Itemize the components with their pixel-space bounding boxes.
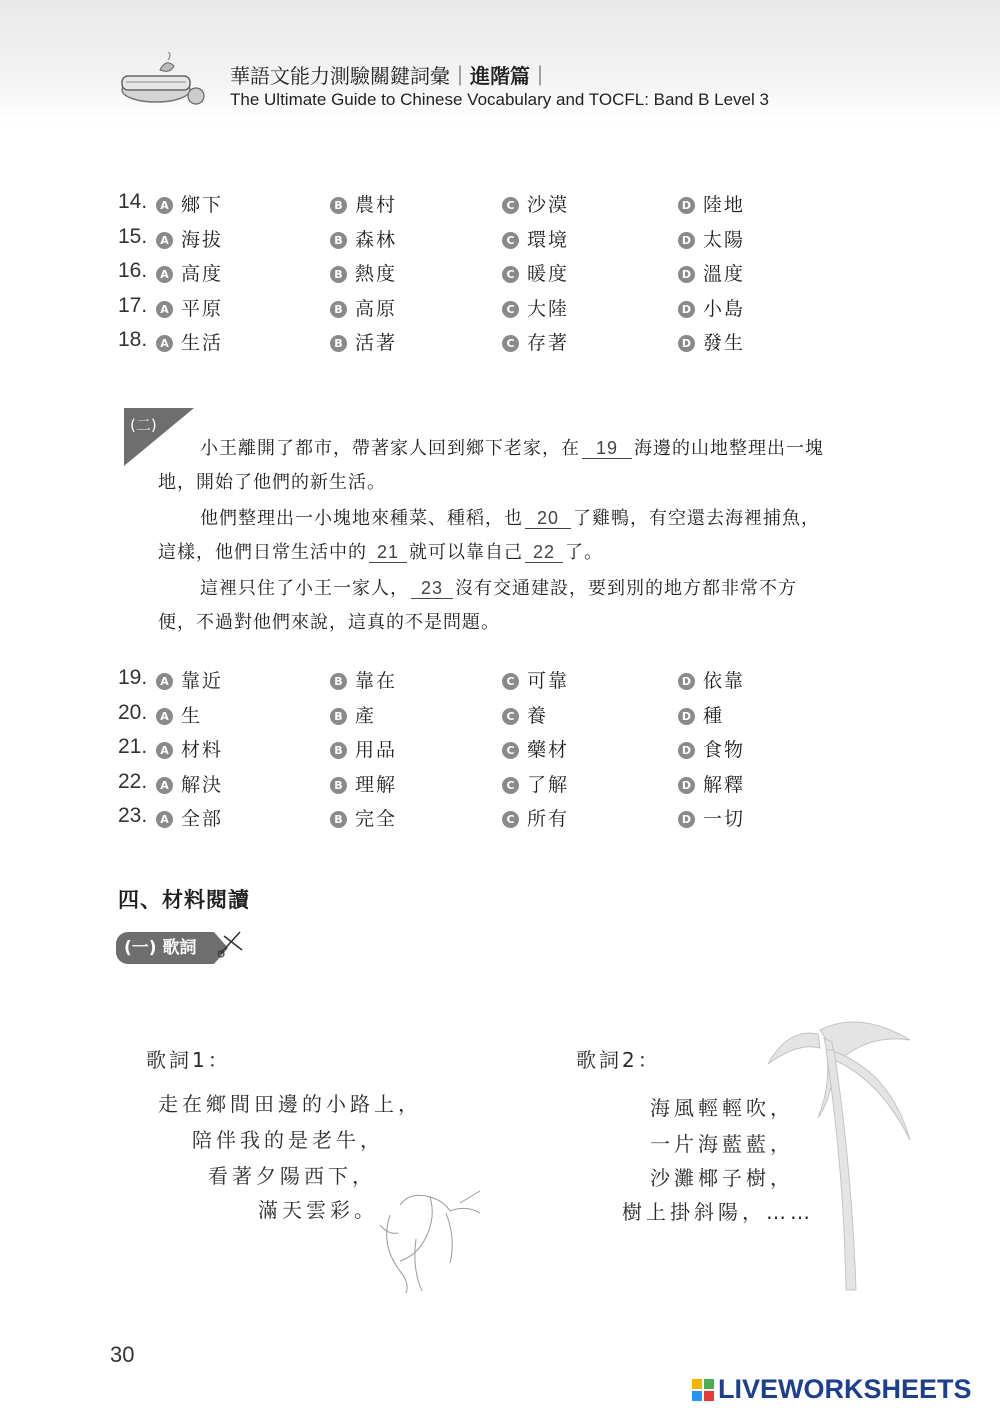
option-letter-badge: A bbox=[156, 708, 173, 725]
answer-option-d[interactable] bbox=[678, 259, 745, 286]
option-text: 一切 bbox=[703, 808, 746, 830]
lyrics1-line-1: 走在鄉間田邊的小路上， bbox=[158, 1092, 422, 1116]
page-header bbox=[0, 0, 1000, 124]
question-number: 23. bbox=[118, 804, 148, 827]
question-row bbox=[118, 666, 878, 696]
page-number: 30 bbox=[110, 1342, 135, 1367]
option-letter-badge: C bbox=[502, 742, 519, 759]
option-text: 沙漠 bbox=[527, 194, 570, 216]
question-row bbox=[118, 294, 878, 324]
option-text: 藥材 bbox=[527, 739, 570, 761]
question-row bbox=[118, 328, 878, 358]
answer-option-a[interactable] bbox=[156, 328, 223, 355]
option-letter-badge: D bbox=[678, 742, 695, 759]
answer-option-c[interactable] bbox=[502, 328, 569, 355]
option-letter-badge: C bbox=[502, 335, 519, 352]
option-letter-badge: C bbox=[502, 266, 519, 283]
option-text: 全部 bbox=[181, 808, 224, 830]
answer-option-a[interactable] bbox=[156, 294, 223, 321]
answer-option-d[interactable] bbox=[678, 735, 745, 762]
answer-option-a[interactable] bbox=[156, 190, 223, 217]
ox-sketch-icon bbox=[360, 1185, 500, 1295]
question-row bbox=[118, 804, 878, 834]
book-tea-logo-icon bbox=[116, 52, 212, 110]
option-letter-badge: B bbox=[330, 708, 347, 725]
option-letter-badge: D bbox=[678, 232, 695, 249]
answer-option-b[interactable] bbox=[330, 804, 397, 831]
question-number: 21. bbox=[118, 735, 148, 758]
question-number: 16. bbox=[118, 259, 148, 282]
option-letter-badge: B bbox=[330, 232, 347, 249]
question-row bbox=[118, 770, 878, 800]
answer-option-d[interactable] bbox=[678, 190, 745, 217]
option-text: 所有 bbox=[527, 808, 570, 830]
question-number: 14. bbox=[118, 190, 148, 213]
section-four-heading: 四、材料閱讀 bbox=[118, 888, 250, 912]
option-letter-badge: A bbox=[156, 811, 173, 828]
option-letter-badge: D bbox=[678, 266, 695, 283]
question-number: 22. bbox=[118, 769, 148, 793]
option-letter-badge: A bbox=[156, 232, 173, 249]
passage-line-4: 這樣，他們日常生活中的 21 就可以靠自己 22 了。 bbox=[158, 542, 603, 563]
option-text: 用品 bbox=[355, 739, 398, 761]
lyrics1-line-4: 滿天雲彩。 bbox=[258, 1198, 378, 1222]
option-letter-badge: D bbox=[678, 811, 695, 828]
option-text: 大陸 bbox=[527, 297, 570, 320]
palm-tree-sketch-icon bbox=[760, 1010, 920, 1300]
option-text: 農村 bbox=[355, 194, 398, 216]
option-text: 解釋 bbox=[703, 773, 746, 796]
passage-line-5: 這裡只住了小王一家人， 23 沒有交通建設，要到別的地方都非常不方 bbox=[200, 578, 797, 599]
scissors-icon bbox=[218, 928, 244, 958]
book-subtitle: The Ultimate Guide to Chinese Vocabulary and TOCFL: Band B Level 3 bbox=[230, 90, 769, 109]
question-row bbox=[118, 190, 878, 220]
option-text: 材料 bbox=[181, 739, 224, 761]
blank-20[interactable]: 20 bbox=[525, 508, 571, 529]
blank-21[interactable]: 21 bbox=[369, 542, 407, 563]
answer-option-b[interactable] bbox=[330, 770, 397, 797]
question-number: 18. bbox=[118, 328, 148, 351]
lyrics1-line-2: 陪伴我的是老牛， bbox=[192, 1128, 384, 1152]
option-letter-badge: C bbox=[502, 811, 519, 828]
answer-option-d[interactable] bbox=[678, 770, 745, 797]
option-text: 可靠 bbox=[527, 670, 570, 692]
option-letter-badge: B bbox=[330, 777, 347, 794]
answer-option-b[interactable] bbox=[330, 701, 376, 728]
option-letter-badge: C bbox=[502, 232, 519, 249]
option-text: 理解 bbox=[355, 773, 398, 796]
answer-option-b[interactable] bbox=[330, 225, 397, 252]
blank-22[interactable]: 22 bbox=[525, 542, 563, 563]
answer-option-a[interactable] bbox=[156, 770, 223, 797]
lyrics-sub-tag: (一) 歌詞 bbox=[116, 932, 214, 964]
option-letter-badge: B bbox=[330, 673, 347, 690]
answer-option-a[interactable] bbox=[156, 701, 202, 728]
answer-option-d[interactable] bbox=[678, 294, 745, 321]
option-text: 生 bbox=[181, 704, 203, 727]
option-text: 陸地 bbox=[703, 194, 746, 216]
answer-option-b[interactable] bbox=[330, 666, 397, 693]
answer-option-c[interactable] bbox=[502, 666, 569, 693]
lyrics1-label: 歌詞1： bbox=[146, 1048, 231, 1072]
option-text: 海拔 bbox=[181, 228, 224, 251]
answer-option-b[interactable] bbox=[330, 190, 397, 217]
passage-line-1: 小王離開了都市，帶著家人回到鄉下老家，在 19 海邊的山地整理出一塊 bbox=[200, 438, 824, 459]
lyrics2-label: 歌詞2： bbox=[576, 1048, 661, 1072]
question-row bbox=[118, 259, 878, 289]
option-text: 熱度 bbox=[355, 263, 398, 285]
option-letter-badge: A bbox=[156, 335, 173, 352]
option-text: 產 bbox=[355, 704, 377, 727]
option-letter-badge: A bbox=[156, 777, 173, 794]
option-letter-badge: A bbox=[156, 673, 173, 690]
option-text: 靠在 bbox=[355, 670, 398, 692]
answer-option-b[interactable] bbox=[330, 259, 397, 286]
answer-option-a[interactable] bbox=[156, 225, 223, 252]
option-letter-badge: C bbox=[502, 673, 519, 690]
option-text: 活著 bbox=[355, 332, 398, 354]
option-letter-badge: C bbox=[502, 301, 519, 318]
lyrics2-line-2: 一片海藍藍， bbox=[650, 1132, 794, 1156]
option-letter-badge: B bbox=[330, 811, 347, 828]
option-text: 解決 bbox=[181, 773, 224, 796]
answer-option-c[interactable] bbox=[502, 735, 569, 762]
option-text: 小島 bbox=[703, 297, 746, 320]
option-text: 平原 bbox=[181, 297, 224, 320]
option-text: 養 bbox=[527, 704, 549, 727]
answer-option-a[interactable] bbox=[156, 666, 223, 693]
passage-line-2: 地，開始了他們的新生活。 bbox=[158, 472, 386, 493]
option-letter-badge: A bbox=[156, 266, 173, 283]
option-text: 依靠 bbox=[703, 670, 746, 692]
answer-option-c[interactable] bbox=[502, 804, 569, 831]
option-text: 暖度 bbox=[527, 263, 570, 285]
option-text: 存著 bbox=[527, 332, 570, 354]
lyrics2-line-4: 樹上掛斜陽，…… bbox=[622, 1200, 814, 1224]
question-number: 20. bbox=[118, 700, 148, 724]
option-letter-badge: D bbox=[678, 777, 695, 794]
option-text: 了解 bbox=[527, 773, 570, 796]
question-row bbox=[118, 225, 878, 255]
option-letter-badge: B bbox=[330, 197, 347, 214]
answer-option-b[interactable] bbox=[330, 328, 397, 355]
question-row bbox=[118, 735, 878, 765]
option-text: 環境 bbox=[527, 228, 570, 251]
blank-23[interactable]: 23 bbox=[411, 578, 453, 599]
blank-19[interactable]: 19 bbox=[582, 438, 632, 459]
option-letter-badge: D bbox=[678, 197, 695, 214]
option-letter-badge: D bbox=[678, 708, 695, 725]
option-text: 高原 bbox=[355, 297, 398, 320]
answer-option-a[interactable] bbox=[156, 259, 223, 286]
option-letter-badge: A bbox=[156, 301, 173, 318]
option-letter-badge: C bbox=[502, 708, 519, 725]
answer-option-c[interactable] bbox=[502, 770, 569, 797]
lyrics1-line-3: 看著夕陽西下， bbox=[208, 1164, 376, 1188]
answer-option-d[interactable] bbox=[678, 804, 745, 831]
answer-option-c[interactable] bbox=[502, 259, 569, 286]
option-text: 溫度 bbox=[703, 263, 746, 285]
answer-option-c[interactable] bbox=[502, 225, 569, 252]
answer-option-c[interactable] bbox=[502, 701, 548, 728]
answer-option-b[interactable] bbox=[330, 735, 397, 762]
option-text: 高度 bbox=[181, 263, 224, 285]
option-letter-badge: C bbox=[502, 777, 519, 794]
passage-line-3: 他們整理出一小塊地來種菜、種稻，也 20 了雞鴨，有空還去海裡捕魚， bbox=[200, 508, 820, 529]
option-letter-badge: A bbox=[156, 197, 173, 214]
option-text: 食物 bbox=[703, 739, 746, 761]
answer-option-c[interactable] bbox=[502, 190, 569, 217]
option-text: 種 bbox=[703, 704, 725, 727]
option-letter-badge: C bbox=[502, 197, 519, 214]
option-letter-badge: B bbox=[330, 742, 347, 759]
option-text: 生活 bbox=[181, 332, 224, 354]
answer-option-d[interactable] bbox=[678, 225, 745, 252]
option-letter-badge: B bbox=[330, 301, 347, 318]
answer-option-a[interactable] bbox=[156, 804, 223, 831]
option-letter-badge: A bbox=[156, 742, 173, 759]
liveworksheets-watermark: LIVEWORKSHEETS bbox=[718, 1374, 972, 1404]
option-text: 靠近 bbox=[181, 670, 224, 692]
option-text: 太陽 bbox=[703, 228, 746, 251]
liveworksheets-logo-icon bbox=[692, 1379, 714, 1401]
book-title: 華語文能力測驗關鍵詞彙｜進階篇｜ bbox=[230, 64, 550, 88]
option-letter-badge: D bbox=[678, 673, 695, 690]
option-text: 鄉下 bbox=[181, 194, 224, 216]
passage-line-6: 便，不過對他們來說，這真的不是問題。 bbox=[158, 612, 500, 633]
question-number: 17. bbox=[118, 293, 148, 317]
answer-option-d[interactable] bbox=[678, 666, 745, 693]
question-number: 15. bbox=[118, 224, 148, 248]
option-letter-badge: B bbox=[330, 266, 347, 283]
option-letter-badge: B bbox=[330, 335, 347, 352]
option-text: 完全 bbox=[355, 808, 398, 830]
question-row bbox=[118, 701, 878, 731]
answer-option-c[interactable] bbox=[502, 294, 569, 321]
option-letter-badge: D bbox=[678, 335, 695, 352]
answer-option-d[interactable] bbox=[678, 701, 724, 728]
question-number: 19. bbox=[118, 666, 148, 689]
section-two-label: (二) bbox=[130, 416, 157, 434]
lyrics2-line-3: 沙灘椰子樹， bbox=[650, 1166, 794, 1190]
option-text: 發生 bbox=[703, 332, 746, 354]
answer-option-a[interactable] bbox=[156, 735, 223, 762]
option-text: 森林 bbox=[355, 228, 398, 251]
lyrics2-line-1: 海風輕輕吹， bbox=[650, 1096, 794, 1120]
answer-option-b[interactable] bbox=[330, 294, 397, 321]
answer-option-d[interactable] bbox=[678, 328, 745, 355]
option-letter-badge: D bbox=[678, 301, 695, 318]
